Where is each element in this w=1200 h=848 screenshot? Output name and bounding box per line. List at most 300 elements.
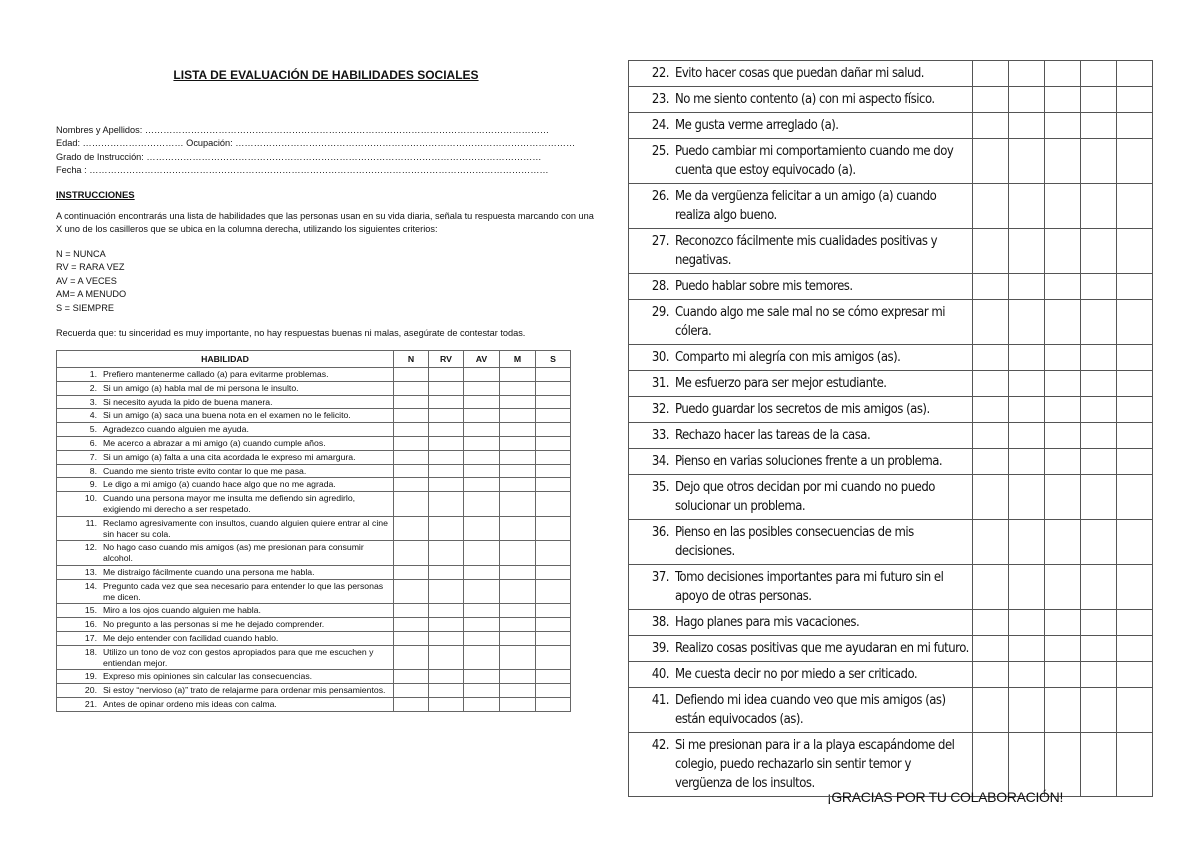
table-row bbox=[629, 300, 1153, 345]
answer-cell-s[interactable] bbox=[1117, 636, 1153, 662]
answer-cell-s[interactable] bbox=[1117, 449, 1153, 475]
answer-cell-s[interactable] bbox=[536, 645, 571, 670]
answer-cell-av[interactable] bbox=[464, 423, 500, 437]
answer-cell-s[interactable] bbox=[1117, 139, 1153, 184]
answer-cell-s[interactable] bbox=[1117, 565, 1153, 610]
table-row bbox=[629, 113, 1153, 139]
answer-cell-av[interactable] bbox=[464, 697, 500, 711]
answer-cell-n[interactable] bbox=[394, 541, 429, 566]
item-text: Reclamo agresivamente con insultos, cuando alguien quiere entrar al cine sin hacer su cola. bbox=[103, 517, 388, 539]
answer-cell-av[interactable] bbox=[1045, 274, 1081, 300]
answer-cell-av[interactable] bbox=[1045, 610, 1081, 636]
answer-cell-s[interactable] bbox=[1117, 423, 1153, 449]
answer-cell-av[interactable] bbox=[464, 579, 500, 604]
item-text: Pienso en varias soluciones frente a un problema. bbox=[675, 454, 943, 469]
answer-cell-av[interactable] bbox=[1045, 397, 1081, 423]
item-number: 22. bbox=[651, 66, 669, 81]
answer-cell-m[interactable] bbox=[1081, 184, 1117, 229]
header-s: S bbox=[536, 351, 571, 368]
answer-cell-n[interactable] bbox=[973, 229, 1009, 274]
answer-cell-s[interactable] bbox=[1117, 87, 1153, 113]
table-row bbox=[629, 229, 1153, 274]
answer-cell-av[interactable] bbox=[1045, 113, 1081, 139]
answer-cell-m[interactable] bbox=[1081, 300, 1117, 345]
table-row bbox=[57, 604, 571, 618]
table-row bbox=[629, 733, 1153, 797]
answer-cell-av[interactable] bbox=[1045, 184, 1081, 229]
table-row bbox=[629, 397, 1153, 423]
answer-cell-rv[interactable] bbox=[1009, 565, 1045, 610]
item-cell bbox=[629, 300, 973, 345]
answer-cell-m[interactable] bbox=[500, 631, 536, 645]
answer-cell-n[interactable] bbox=[973, 371, 1009, 397]
item-text: Si necesito ayuda la pido de buena manera. bbox=[103, 396, 273, 407]
item-cell bbox=[629, 61, 973, 87]
answer-cell-n[interactable] bbox=[394, 478, 429, 492]
answer-cell-av[interactable] bbox=[1045, 371, 1081, 397]
answer-cell-av[interactable] bbox=[464, 618, 500, 632]
answer-cell-rv[interactable] bbox=[1009, 113, 1045, 139]
name-field[interactable]: Nombres y Apellidos: …………………………………………………………………………………………………………………… bbox=[56, 125, 550, 135]
answer-cell-m[interactable] bbox=[500, 423, 536, 437]
answer-cell-s[interactable] bbox=[536, 423, 571, 437]
answer-cell-s[interactable] bbox=[536, 450, 571, 464]
answer-cell-av[interactable] bbox=[1045, 345, 1081, 371]
answer-cell-s[interactable] bbox=[536, 565, 571, 579]
answer-cell-rv[interactable] bbox=[1009, 449, 1045, 475]
answer-cell-m[interactable] bbox=[1081, 397, 1117, 423]
item-text: Me cuesta decir no por miedo a ser criticado. bbox=[675, 667, 918, 682]
answer-cell-n[interactable] bbox=[973, 61, 1009, 87]
answer-cell-rv[interactable] bbox=[1009, 636, 1045, 662]
answer-cell-n[interactable] bbox=[394, 618, 429, 632]
answer-cell-rv[interactable] bbox=[429, 478, 464, 492]
item-cell bbox=[57, 565, 394, 579]
answer-cell-n[interactable] bbox=[973, 345, 1009, 371]
answer-cell-n[interactable] bbox=[394, 516, 429, 541]
item-text: Me da vergüenza felicitar a un amigo (a) cuando realiza algo bueno. bbox=[675, 189, 937, 223]
item-number: 24. bbox=[651, 118, 669, 133]
item-cell bbox=[629, 636, 973, 662]
answer-cell-s[interactable] bbox=[536, 618, 571, 632]
answer-cell-av[interactable] bbox=[1045, 636, 1081, 662]
instructions-text: A continuación encontrarás una lista de habilidades que las personas usan en su vida diaria, señala tu respuesta marcando con una X uno de los casilleros que se ubica en la columna derecha, utilizando los siguientes criterios: bbox=[56, 211, 594, 235]
answer-cell-av[interactable] bbox=[1045, 475, 1081, 520]
answer-cell-s[interactable] bbox=[536, 684, 571, 698]
answer-cell-s[interactable] bbox=[536, 579, 571, 604]
answer-cell-rv[interactable] bbox=[429, 492, 464, 517]
answer-cell-s[interactable] bbox=[536, 368, 571, 382]
table-row bbox=[57, 450, 571, 464]
item-text: Pregunto cada vez que sea necesario para entender lo que las personas me dicen. bbox=[103, 580, 384, 602]
table-row bbox=[629, 475, 1153, 520]
item-cell bbox=[57, 631, 394, 645]
answer-cell-n[interactable] bbox=[973, 688, 1009, 733]
answer-cell-s[interactable] bbox=[536, 492, 571, 517]
answer-cell-s[interactable] bbox=[1117, 688, 1153, 733]
education-field[interactable]: Grado de Instrucción: ………………………………………………………………………………………………………………… bbox=[56, 151, 542, 162]
answer-cell-n[interactable] bbox=[394, 697, 429, 711]
answer-cell-rv[interactable] bbox=[1009, 274, 1045, 300]
answer-cell-m[interactable] bbox=[1081, 274, 1117, 300]
answer-cell-av[interactable] bbox=[464, 684, 500, 698]
answer-cell-m[interactable] bbox=[1081, 520, 1117, 565]
answer-cell-rv[interactable] bbox=[429, 645, 464, 670]
answer-cell-av[interactable] bbox=[464, 395, 500, 409]
answer-cell-m[interactable] bbox=[500, 381, 536, 395]
answer-cell-n[interactable] bbox=[973, 449, 1009, 475]
date-field[interactable]: Fecha : …………………………………………………………………………………………………………………………………… bbox=[56, 165, 549, 176]
answer-cell-rv[interactable] bbox=[429, 631, 464, 645]
answer-cell-s[interactable] bbox=[536, 516, 571, 541]
answer-cell-m[interactable] bbox=[500, 464, 536, 478]
answer-cell-av[interactable] bbox=[1045, 87, 1081, 113]
item-cell bbox=[629, 184, 973, 229]
answer-cell-av[interactable] bbox=[1045, 61, 1081, 87]
answer-cell-n[interactable] bbox=[973, 733, 1009, 797]
item-text: Evito hacer cosas que puedan dañar mi salud. bbox=[675, 66, 925, 81]
answer-cell-av[interactable] bbox=[1045, 423, 1081, 449]
answer-cell-av[interactable] bbox=[1045, 733, 1081, 797]
item-cell bbox=[629, 229, 973, 274]
answer-cell-n[interactable] bbox=[973, 300, 1009, 345]
answer-cell-av[interactable] bbox=[464, 492, 500, 517]
answer-cell-n[interactable] bbox=[973, 184, 1009, 229]
answer-cell-m[interactable] bbox=[1081, 87, 1117, 113]
answer-cell-m[interactable] bbox=[500, 436, 536, 450]
item-number: 13. bbox=[84, 566, 97, 577]
answer-cell-rv[interactable] bbox=[429, 409, 464, 423]
answer-cell-m[interactable] bbox=[500, 684, 536, 698]
answer-cell-rv[interactable] bbox=[1009, 139, 1045, 184]
answer-cell-n[interactable] bbox=[394, 631, 429, 645]
answer-cell-m[interactable] bbox=[1081, 449, 1117, 475]
thanks-message: ¡GRACIAS POR TU COLABORACIÓN! bbox=[826, 789, 1064, 805]
table-row bbox=[629, 565, 1153, 610]
answer-cell-av[interactable] bbox=[464, 541, 500, 566]
answer-cell-av[interactable] bbox=[464, 436, 500, 450]
answer-cell-av[interactable] bbox=[1045, 449, 1081, 475]
answer-cell-n[interactable] bbox=[394, 368, 429, 382]
item-number: 16. bbox=[84, 619, 97, 630]
answer-cell-n[interactable] bbox=[973, 423, 1009, 449]
answer-cell-m[interactable] bbox=[1081, 733, 1117, 797]
item-cell bbox=[57, 516, 394, 541]
answer-cell-rv[interactable] bbox=[429, 618, 464, 632]
item-cell bbox=[629, 397, 973, 423]
answer-cell-m[interactable] bbox=[500, 618, 536, 632]
item-text: Miro a los ojos cuando alguien me habla. bbox=[103, 605, 261, 616]
item-text: Agradezco cuando alguien me ayuda. bbox=[103, 424, 249, 435]
answer-cell-n[interactable] bbox=[394, 579, 429, 604]
answer-cell-n[interactable] bbox=[973, 113, 1009, 139]
answer-cell-av[interactable] bbox=[1045, 688, 1081, 733]
answer-cell-av[interactable] bbox=[464, 450, 500, 464]
answer-cell-n[interactable] bbox=[394, 565, 429, 579]
answer-cell-s[interactable] bbox=[1117, 733, 1153, 797]
table-row bbox=[57, 436, 571, 450]
answer-cell-av[interactable] bbox=[464, 604, 500, 618]
answer-cell-n[interactable] bbox=[394, 395, 429, 409]
table-row bbox=[629, 688, 1153, 733]
item-cell bbox=[57, 697, 394, 711]
answer-cell-av[interactable] bbox=[1045, 565, 1081, 610]
answer-cell-rv[interactable] bbox=[429, 697, 464, 711]
answer-cell-rv[interactable] bbox=[1009, 475, 1045, 520]
reminder-text: Recuerda que: tu sinceridad es muy importante, no hay respuestas buenas ni malas, asegúrate de contestar todas. bbox=[56, 328, 526, 338]
table-row bbox=[629, 371, 1153, 397]
item-text: Puedo hablar sobre mis temores. bbox=[675, 279, 853, 294]
table-row bbox=[57, 492, 571, 517]
answer-cell-av[interactable] bbox=[1045, 139, 1081, 184]
item-number: 34. bbox=[651, 454, 669, 469]
item-text: No me siento contento (a) con mi aspecto físico. bbox=[675, 92, 935, 107]
answer-cell-av[interactable] bbox=[1045, 662, 1081, 688]
answer-cell-rv[interactable] bbox=[1009, 397, 1045, 423]
answer-cell-m[interactable] bbox=[500, 395, 536, 409]
answer-cell-rv[interactable] bbox=[429, 464, 464, 478]
answer-cell-n[interactable] bbox=[973, 397, 1009, 423]
answer-cell-rv[interactable] bbox=[1009, 300, 1045, 345]
answer-cell-rv[interactable] bbox=[1009, 345, 1045, 371]
answer-cell-m[interactable] bbox=[500, 645, 536, 670]
item-text: Pienso en las posibles consecuencias de mis decisiones. bbox=[675, 525, 914, 559]
criteria-item: RV = RARA VEZ bbox=[56, 262, 125, 273]
answer-cell-rv[interactable] bbox=[1009, 371, 1045, 397]
answer-cell-rv[interactable] bbox=[1009, 184, 1045, 229]
answer-cell-s[interactable] bbox=[1117, 662, 1153, 688]
answer-cell-s[interactable] bbox=[536, 631, 571, 645]
answer-cell-rv[interactable] bbox=[429, 381, 464, 395]
answer-cell-s[interactable] bbox=[1117, 274, 1153, 300]
item-text: Si me presionan para ir a la playa escapándome del colegio, puedo rechazarlo sin sentir temor y vergüenza de los insultos. bbox=[675, 738, 955, 791]
answer-cell-m[interactable] bbox=[1081, 662, 1117, 688]
answer-cell-s[interactable] bbox=[536, 436, 571, 450]
answer-cell-s[interactable] bbox=[1117, 113, 1153, 139]
answer-cell-m[interactable] bbox=[500, 579, 536, 604]
item-text: Tomo decisiones importantes para mi futuro sin el apoyo de otras personas. bbox=[675, 570, 944, 604]
answer-cell-s[interactable] bbox=[536, 604, 571, 618]
answer-cell-m[interactable] bbox=[1081, 229, 1117, 274]
answer-cell-n[interactable] bbox=[973, 636, 1009, 662]
answer-cell-rv[interactable] bbox=[429, 684, 464, 698]
answer-cell-m[interactable] bbox=[500, 697, 536, 711]
answer-cell-n[interactable] bbox=[394, 492, 429, 517]
answer-cell-av[interactable] bbox=[464, 516, 500, 541]
item-cell bbox=[57, 492, 394, 517]
answer-cell-n[interactable] bbox=[394, 604, 429, 618]
answer-cell-av[interactable] bbox=[1045, 520, 1081, 565]
answer-cell-rv[interactable] bbox=[1009, 662, 1045, 688]
table-row bbox=[57, 618, 571, 632]
answer-cell-n[interactable] bbox=[394, 464, 429, 478]
answer-cell-m[interactable] bbox=[500, 368, 536, 382]
answer-cell-av[interactable] bbox=[1045, 229, 1081, 274]
answer-cell-rv[interactable] bbox=[429, 670, 464, 684]
answer-cell-m[interactable] bbox=[500, 450, 536, 464]
answer-cell-rv[interactable] bbox=[1009, 688, 1045, 733]
answer-cell-n[interactable] bbox=[973, 520, 1009, 565]
item-number: 14. bbox=[84, 580, 97, 591]
answer-cell-n[interactable] bbox=[394, 423, 429, 437]
answer-cell-m[interactable] bbox=[1081, 423, 1117, 449]
answer-cell-s[interactable] bbox=[1117, 300, 1153, 345]
answer-cell-m[interactable] bbox=[1081, 636, 1117, 662]
answer-cell-rv[interactable] bbox=[429, 368, 464, 382]
answer-cell-rv[interactable] bbox=[429, 423, 464, 437]
answer-cell-n[interactable] bbox=[973, 139, 1009, 184]
answer-cell-m[interactable] bbox=[500, 565, 536, 579]
answer-cell-s[interactable] bbox=[1117, 397, 1153, 423]
item-number: 4. bbox=[89, 410, 97, 421]
table-row bbox=[629, 87, 1153, 113]
item-cell bbox=[57, 684, 394, 698]
instructions-heading: INSTRUCCIONES bbox=[56, 190, 135, 201]
answer-cell-s[interactable] bbox=[536, 478, 571, 492]
item-cell bbox=[629, 610, 973, 636]
answer-cell-n[interactable] bbox=[973, 274, 1009, 300]
answer-cell-m[interactable] bbox=[500, 516, 536, 541]
item-text: Si un amigo (a) saca una buena nota en el examen no le felicito. bbox=[103, 410, 351, 421]
answer-cell-m[interactable] bbox=[1081, 345, 1117, 371]
skills-table-left bbox=[56, 350, 571, 712]
answer-cell-av[interactable] bbox=[464, 368, 500, 382]
answer-cell-m[interactable] bbox=[500, 492, 536, 517]
answer-cell-rv[interactable] bbox=[1009, 229, 1045, 274]
answer-cell-n[interactable] bbox=[973, 610, 1009, 636]
item-text: Antes de opinar ordeno mis ideas con calma. bbox=[103, 698, 277, 709]
answer-cell-m[interactable] bbox=[500, 409, 536, 423]
item-cell bbox=[629, 520, 973, 565]
answer-cell-s[interactable] bbox=[1117, 229, 1153, 274]
answer-cell-m[interactable] bbox=[1081, 139, 1117, 184]
answer-cell-av[interactable] bbox=[464, 464, 500, 478]
answer-cell-s[interactable] bbox=[1117, 371, 1153, 397]
answer-cell-rv[interactable] bbox=[429, 450, 464, 464]
item-cell bbox=[629, 449, 973, 475]
item-number: 41. bbox=[651, 693, 669, 708]
table-row bbox=[629, 345, 1153, 371]
item-cell bbox=[57, 423, 394, 437]
answer-cell-s[interactable] bbox=[1117, 61, 1153, 87]
answer-cell-rv[interactable] bbox=[429, 541, 464, 566]
answer-cell-av[interactable] bbox=[464, 645, 500, 670]
answer-cell-s[interactable] bbox=[536, 395, 571, 409]
answer-cell-m[interactable] bbox=[500, 478, 536, 492]
answer-cell-rv[interactable] bbox=[429, 395, 464, 409]
answer-cell-n[interactable] bbox=[394, 450, 429, 464]
answer-cell-av[interactable] bbox=[464, 631, 500, 645]
table-row bbox=[629, 184, 1153, 229]
answer-cell-rv[interactable] bbox=[1009, 733, 1045, 797]
answer-cell-av[interactable] bbox=[1045, 300, 1081, 345]
item-number: 2. bbox=[89, 382, 97, 393]
answer-cell-s[interactable] bbox=[536, 381, 571, 395]
answer-cell-s[interactable] bbox=[1117, 345, 1153, 371]
answer-cell-av[interactable] bbox=[464, 670, 500, 684]
item-text: Utilizo un tono de voz con gestos apropiados para que me escuchen y entiendan mejor. bbox=[103, 646, 374, 668]
answer-cell-m[interactable] bbox=[1081, 610, 1117, 636]
answer-cell-rv[interactable] bbox=[1009, 520, 1045, 565]
answer-cell-m[interactable] bbox=[1081, 688, 1117, 733]
table-header-row bbox=[57, 351, 571, 368]
answer-cell-s[interactable] bbox=[1117, 520, 1153, 565]
answer-cell-s[interactable] bbox=[1117, 184, 1153, 229]
table-row bbox=[57, 381, 571, 395]
answer-cell-s[interactable] bbox=[536, 409, 571, 423]
answer-cell-rv[interactable] bbox=[429, 565, 464, 579]
answer-cell-n[interactable] bbox=[394, 436, 429, 450]
answer-cell-n[interactable] bbox=[394, 670, 429, 684]
answer-cell-n[interactable] bbox=[973, 475, 1009, 520]
answer-cell-rv[interactable] bbox=[1009, 87, 1045, 113]
answer-cell-rv[interactable] bbox=[429, 516, 464, 541]
answer-cell-m[interactable] bbox=[1081, 475, 1117, 520]
item-number: 15. bbox=[84, 605, 97, 616]
age-occupation-field[interactable]: Edad: …………………………… Ocupación: ………………………………………………………………………………………………… bbox=[56, 138, 576, 149]
answer-cell-n[interactable] bbox=[394, 381, 429, 395]
answer-cell-av[interactable] bbox=[464, 565, 500, 579]
item-number: 6. bbox=[89, 437, 97, 448]
answer-cell-rv[interactable] bbox=[429, 579, 464, 604]
item-cell bbox=[629, 274, 973, 300]
answer-cell-m[interactable] bbox=[500, 670, 536, 684]
answer-cell-s[interactable] bbox=[536, 541, 571, 566]
answer-cell-rv[interactable] bbox=[1009, 423, 1045, 449]
table-row bbox=[629, 423, 1153, 449]
answer-cell-s[interactable] bbox=[1117, 610, 1153, 636]
answer-cell-m[interactable] bbox=[1081, 565, 1117, 610]
answer-cell-n[interactable] bbox=[973, 565, 1009, 610]
item-number: 23. bbox=[651, 92, 669, 107]
header-rv: RV bbox=[429, 351, 464, 368]
answer-cell-m[interactable] bbox=[500, 604, 536, 618]
table-row bbox=[629, 274, 1153, 300]
answer-cell-av[interactable] bbox=[464, 381, 500, 395]
answer-cell-s[interactable] bbox=[1117, 475, 1153, 520]
answer-cell-m[interactable] bbox=[500, 541, 536, 566]
item-number: 35. bbox=[651, 480, 669, 495]
item-cell bbox=[629, 113, 973, 139]
answer-cell-n[interactable] bbox=[394, 409, 429, 423]
answer-cell-av[interactable] bbox=[464, 409, 500, 423]
answer-cell-m[interactable] bbox=[1081, 61, 1117, 87]
answer-cell-m[interactable] bbox=[1081, 113, 1117, 139]
item-number: 27. bbox=[651, 234, 669, 249]
table-row bbox=[57, 541, 571, 566]
answer-cell-rv[interactable] bbox=[429, 604, 464, 618]
answer-cell-av[interactable] bbox=[464, 478, 500, 492]
answer-cell-rv[interactable] bbox=[1009, 610, 1045, 636]
answer-cell-rv[interactable] bbox=[1009, 61, 1045, 87]
answer-cell-n[interactable] bbox=[394, 684, 429, 698]
answer-cell-rv[interactable] bbox=[429, 436, 464, 450]
item-cell bbox=[629, 371, 973, 397]
answer-cell-n[interactable] bbox=[973, 662, 1009, 688]
answer-cell-m[interactable] bbox=[1081, 371, 1117, 397]
criteria-item: AM= A MENUDO bbox=[56, 289, 127, 300]
answer-cell-n[interactable] bbox=[394, 645, 429, 670]
item-cell bbox=[57, 395, 394, 409]
answer-cell-s[interactable] bbox=[536, 670, 571, 684]
personal-data-fields bbox=[56, 124, 596, 178]
answer-cell-n[interactable] bbox=[973, 87, 1009, 113]
answer-cell-s[interactable] bbox=[536, 464, 571, 478]
item-number: 28. bbox=[651, 279, 669, 294]
item-number: 40. bbox=[651, 667, 669, 682]
answer-cell-s[interactable] bbox=[536, 697, 571, 711]
item-cell bbox=[57, 368, 394, 382]
